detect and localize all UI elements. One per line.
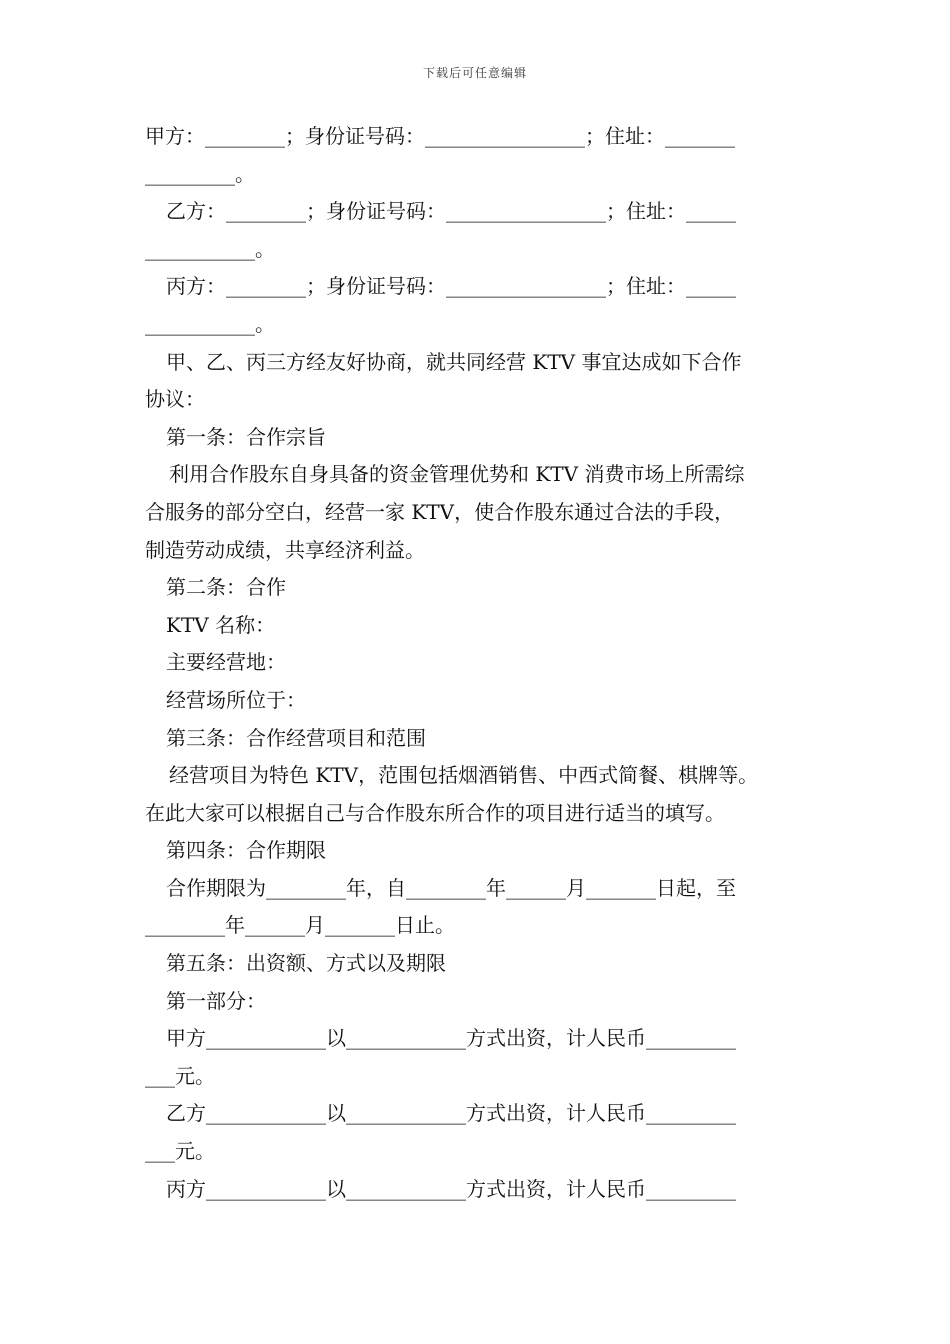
article-3-text: 在此大家可以根据自己与合作股东所合作的项目进行适当的填写。: [145, 800, 725, 825]
article-4-heading: 第四条：合作期限: [166, 838, 326, 863]
main-location-field: 主要经营地：: [166, 650, 286, 675]
party-c-line: 丙方：________；身份证号码：________________；住址：_____: [166, 274, 736, 299]
article-4-text: 合作期限为________年，自________年______月_______日起，至: [166, 875, 736, 900]
article-4-text: ________年______月_______日止。: [145, 913, 455, 938]
party-c-contribution: 丙方____________以____________方式出资，计人民币_________: [166, 1176, 736, 1201]
party-c-line-cont: ___________。: [145, 311, 275, 336]
article-1-text: 利用合作股东自身具备的资金管理优势和 KTV 消费市场上所需综: [169, 462, 745, 487]
article-3-text: 经营项目为特色 KTV，范围包括烟酒销售、中西式简餐、棋牌等。: [169, 763, 759, 788]
party-a-contribution-cont: ___元。: [145, 1063, 215, 1088]
party-b-line: 乙方：________；身份证号码：________________；住址：_____: [166, 199, 736, 224]
party-b-contribution: 乙方____________以____________方式出资，计人民币_________: [166, 1101, 736, 1126]
article-3-heading: 第三条：合作经营项目和范围: [166, 725, 426, 750]
party-a-contribution: 甲方____________以____________方式出资，计人民币_________: [166, 1026, 736, 1051]
preamble-line: 甲、乙、丙三方经友好协商，就共同经营 KTV 事宜达成如下合作: [166, 349, 742, 374]
part-1-heading: 第一部分：: [166, 988, 266, 1013]
article-5-heading: 第五条：出资额、方式以及期限: [166, 951, 446, 976]
party-b-contribution-cont: ___元。: [145, 1139, 215, 1164]
party-b-line-cont: ___________。: [145, 236, 275, 261]
article-1-text: 制造劳动成绩，共享经济利益。: [145, 537, 425, 562]
ktv-name-field: KTV 名称：: [166, 612, 276, 637]
premises-field: 经营场所位于：: [166, 687, 306, 712]
preamble-line-cont: 协议：: [145, 387, 205, 412]
contract-body: [145, 118, 810, 1208]
party-a-line-cont: _________。: [145, 161, 255, 186]
article-1-heading: 第一条：合作宗旨: [166, 424, 326, 449]
article-1-text: 合服务的部分空白，经营一家 KTV，使合作股东通过合法的手段，: [145, 499, 735, 524]
party-a-line: 甲方：________；身份证号码：________________；住址：_______: [145, 124, 735, 148]
page-header: 下载后可任意编辑: [422, 66, 527, 80]
article-2-heading: 第二条：合作: [166, 575, 286, 600]
